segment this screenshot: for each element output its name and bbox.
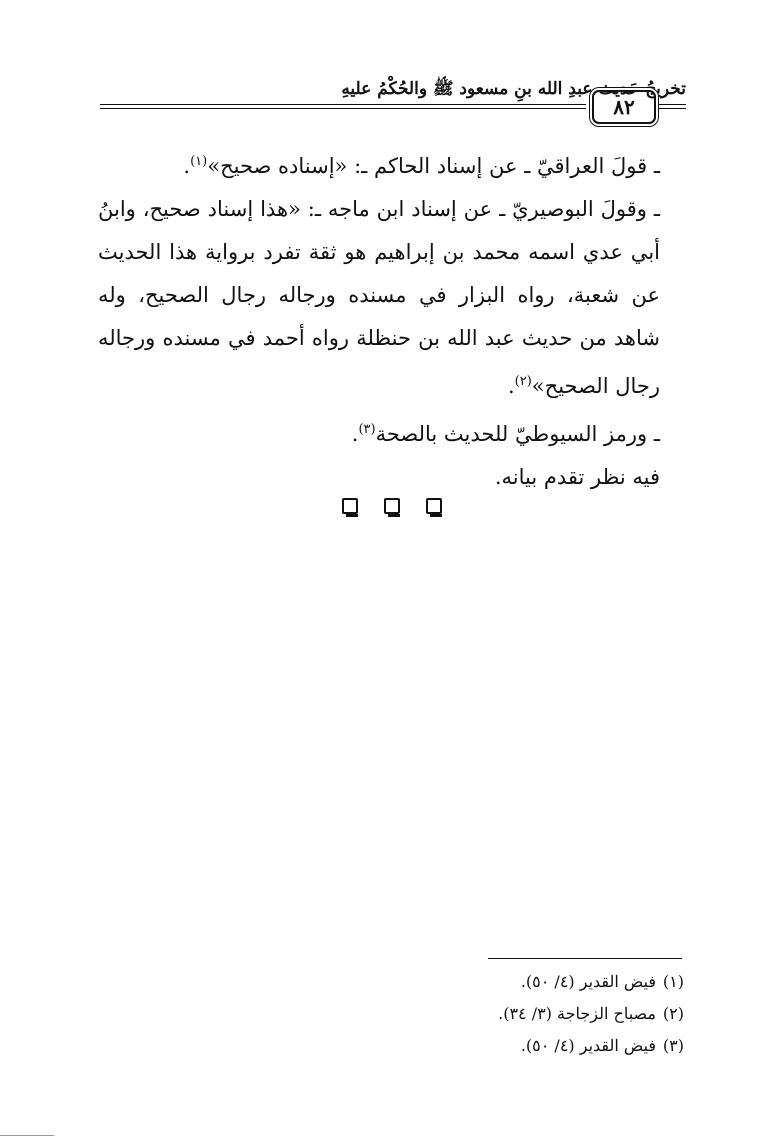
page-number: ٨٢: [592, 90, 656, 124]
paragraph-end: .: [507, 374, 515, 398]
footnote-separator: [488, 958, 682, 959]
running-title: تخريجُ حَديث عبدِ الله بنِ مسعود ﷺ والحُكْمُ عليهِ: [341, 79, 686, 99]
footnote-item: [384, 998, 684, 1030]
footnote-item: [384, 1030, 684, 1062]
paragraph-text: ـ ورمز السيوطيّ للحديث بالصحة: [375, 422, 660, 446]
header-rule-short: [658, 104, 686, 109]
paragraph-busiri: [98, 188, 690, 408]
footnote-marker: (٢): [514, 374, 532, 389]
paragraph-text: فيه نظر تقدم بيانه.: [494, 465, 660, 489]
footnote-text: مصباح الزجاجة (٣/ ٣٤).: [498, 1004, 656, 1023]
paragraph-end: .: [183, 154, 191, 178]
footnote-number: (١): [662, 972, 684, 991]
paragraph-suyuti: [98, 408, 690, 456]
main-text: [98, 140, 690, 499]
paragraph-note: [98, 456, 690, 499]
square-ornament-icon: [426, 498, 442, 514]
footnote-text: فيض القدير (٤/ ٥٠).: [520, 1036, 656, 1055]
footnote-text: فيض القدير (٤/ ٥٠).: [520, 972, 656, 991]
footnote-item: [384, 966, 684, 998]
paragraph-text: ـ قولَ العراقيّ ـ عن إسناد الحاكم ـ: «إسناده صحيح»: [207, 154, 660, 178]
square-ornament-icon: [384, 498, 400, 514]
paragraph-end: .: [351, 422, 359, 446]
paragraph-text: ـ وقولَ البوصيريّ ـ عن إسناد ابن ماجه ـ: «هذا إسناد صحيح، وابنُ أبي عدي اسمه محمد بن إبراهيم هو ثقة تفرد برواية هذا الحديث عن شعبة، رواه البزار في مسنده ورجاله رجال الصحيح، وله شاهد من حديث عبد الله بن حنظلة رواه أحمد في مسنده ورجاله رجال الصحيح»: [98, 197, 660, 398]
footnote-marker: (٣): [358, 422, 376, 437]
paragraph-iraqi: [98, 140, 690, 188]
header-rule: [100, 104, 586, 109]
page-header: [100, 74, 686, 124]
footnote-number: (٢): [662, 1004, 684, 1023]
footnote-marker: (١): [190, 154, 208, 169]
square-ornament-icon: [342, 498, 358, 514]
footnotes: [384, 966, 684, 1062]
section-divider: [0, 498, 784, 514]
footnote-number: (٣): [662, 1036, 684, 1055]
